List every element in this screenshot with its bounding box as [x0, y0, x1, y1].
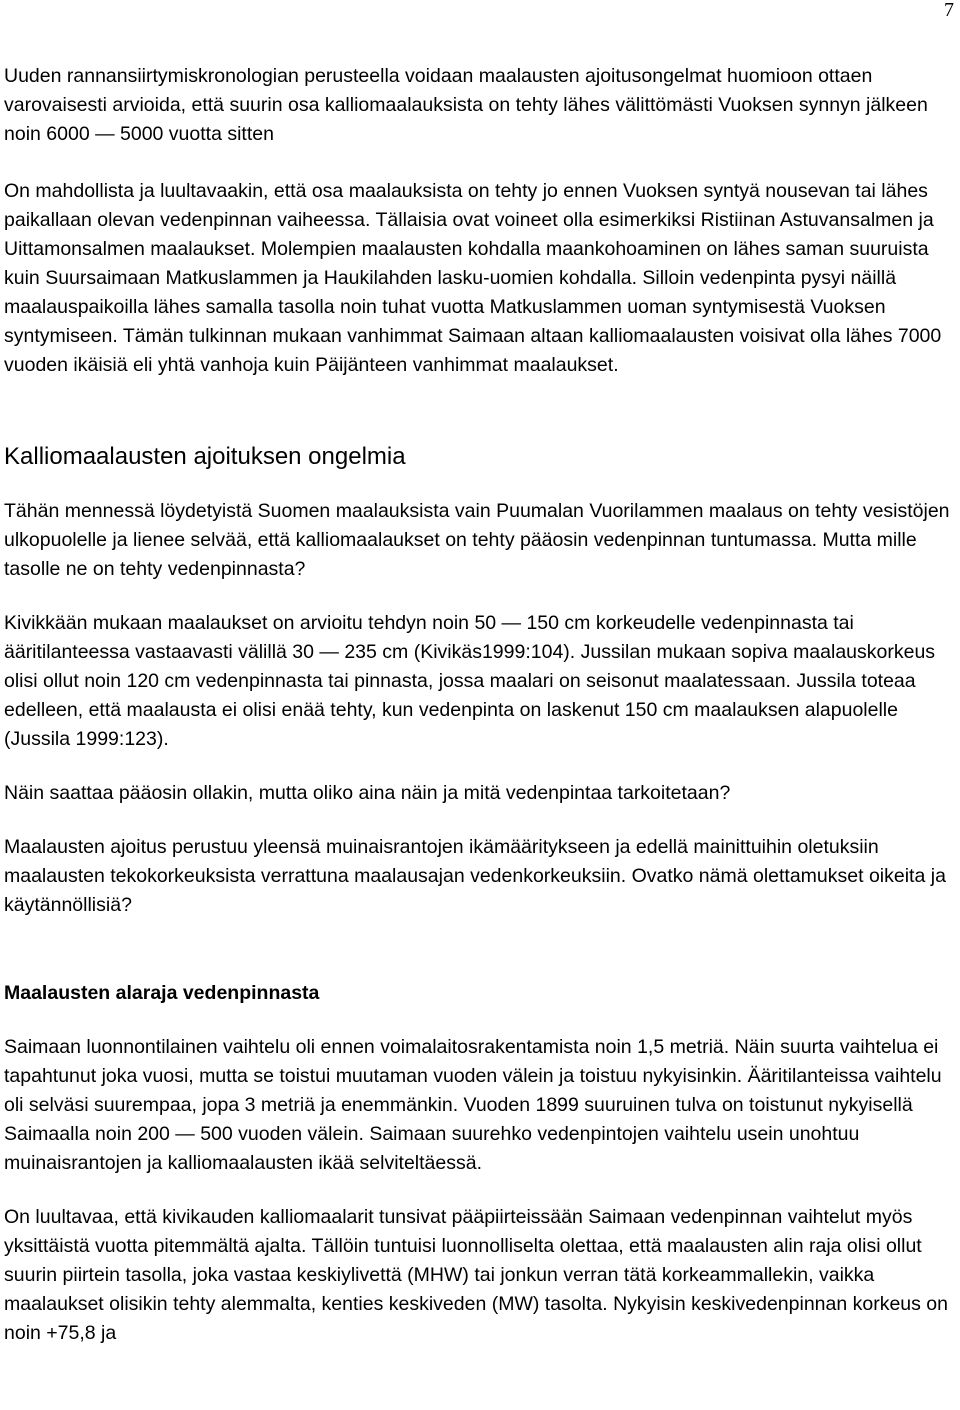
paragraph-7: Saimaan luonnontilainen vaihtelu oli ennen voimalaitosrakentamista noin 1,5 metriä. Näin suurta vaihtelua ei tapahtunut joka vuosi, mutta se toistui muutaman vuoden välein ja toistuu nykyisinkin. Ääritilanteissa vaihtelu oli selväsi suurempaa, jopa 3 metriä ja enemmänkin. Vuoden 1899 suuruinen tulva on toistunut nykyisellä Saimaalla noin 200 — 500 vuoden välein. Saimaan suurehko vedenpintojen vaihtelu usein unohtuu muinaisrantojen ja kalliomaalausten ikää selviteltäessä.	[4, 1036, 942, 1174]
section-heading-2: Maalausten alaraja vedenpinnasta	[4, 982, 320, 1004]
paragraph-1: Uuden rannansiirtymiskronologian perusteella voidaan maalausten ajoitusongelmat huomioon ottaen varovaisesti arvioida, että suurin osa kalliomaalauksista on tehty lähes välittömästi Vuoksen synnyn jälkeen noin 6000 — 5000 vuotta sitten	[4, 65, 928, 145]
section-heading-1: Kalliomaalausten ajoituksen ongelmia	[4, 443, 406, 470]
paragraph-2: On mahdollista ja luultavaakin, että osa maalauksista on tehty jo ennen Vuoksen syntyä nousevan tai lähes paikallaan olevan vedenpinnan vaiheessa. Tällaisia ovat voineet olla esimerkiksi Ristiinan Astuvansalmen ja Uittamonsalmen maalaukset. Molempien maalausten kohdalla maankohoaminen on lähes saman suuruista kuin Suursaimaan Matkuslammen ja Haukilahden lasku-uomien kohdalla. Silloin vedenpinta pysyi näillä maalauspaikoilla lähes samalla tasolla noin tuhat vuotta Matkuslammen uoman syntymisestä Vuoksen syntymiseen. Tämän tulkinnan mukaan vanhimmat Saimaan altaan kalliomaalausten voisivat olla lähes 7000 vuoden ikäisiä eli yhtä vanhoja kuin Päijänteen vanhimmat maalaukset.	[4, 180, 942, 376]
paragraph-8: On luultavaa, että kivikauden kalliomaalarit tunsivat pääpiirteissään Saimaan vedenpinnan vaihtelut myös yksittäistä vuotta pitemmältä ajalta. Tällöin tuntuisi luonnolliselta olettaa, että maalausten alin raja olisi ollut suurin piirtein tasolla, joka vastaa keskiylivettä (MHW) tai jonkun verran tätä korkeammallekin, vaikka maalaukset olisikin tehty alemmalta, kenties keskiveden (MW) tasolta. Nykyisin keskivedenpinnan korkeus on noin +75,8 ja	[4, 1206, 948, 1344]
paragraph-3: Tähän mennessä löydetyistä Suomen maalauksista vain Puumalan Vuorilammen maalaus on tehty vesistöjen ulkopuolelle ja lienee selvää, että kalliomaalaukset on tehty pääosin vedenpinnan tuntumassa. Mutta mille tasolle ne on tehty vedenpinnasta?	[4, 500, 950, 580]
paragraph-6: Maalausten ajoitus perustuu yleensä muinaisrantojen ikämääritykseen ja edellä mainittuihin oletuksiin maalausten tekokorkeuksista verrattuna maalausajan vedenkorkeuksiin. Ovatko nämä olettamukset oikeita ja käytännöllisiä?	[4, 836, 946, 916]
paragraph-4: Kivikkään mukaan maalaukset on arvioitu tehdyn noin 50 — 150 cm korkeudelle vedenpinnasta tai ääritilanteessa vastaavasti välillä 30 — 235 cm (Kivikäs1999:104). Jussilan mukaan sopiva maalauskorkeus olisi ollut noin 120 cm vedenpinnasta tai pinnasta, jossa maalari on seisonut maalatessaan. Jussila toteaa edelleen, että maalausta ei olisi enää tehty, kun vedenpinta on laskenut 150 cm maalauksen alapuolelle (Jussila 1999:123).	[4, 612, 936, 750]
page-number: 7	[944, 0, 954, 21]
paragraph-5: Näin saattaa pääosin ollakin, mutta oliko aina näin ja mitä vedenpintaa tarkoitetaan?	[4, 782, 731, 804]
document-body	[4, 62, 956, 1348]
